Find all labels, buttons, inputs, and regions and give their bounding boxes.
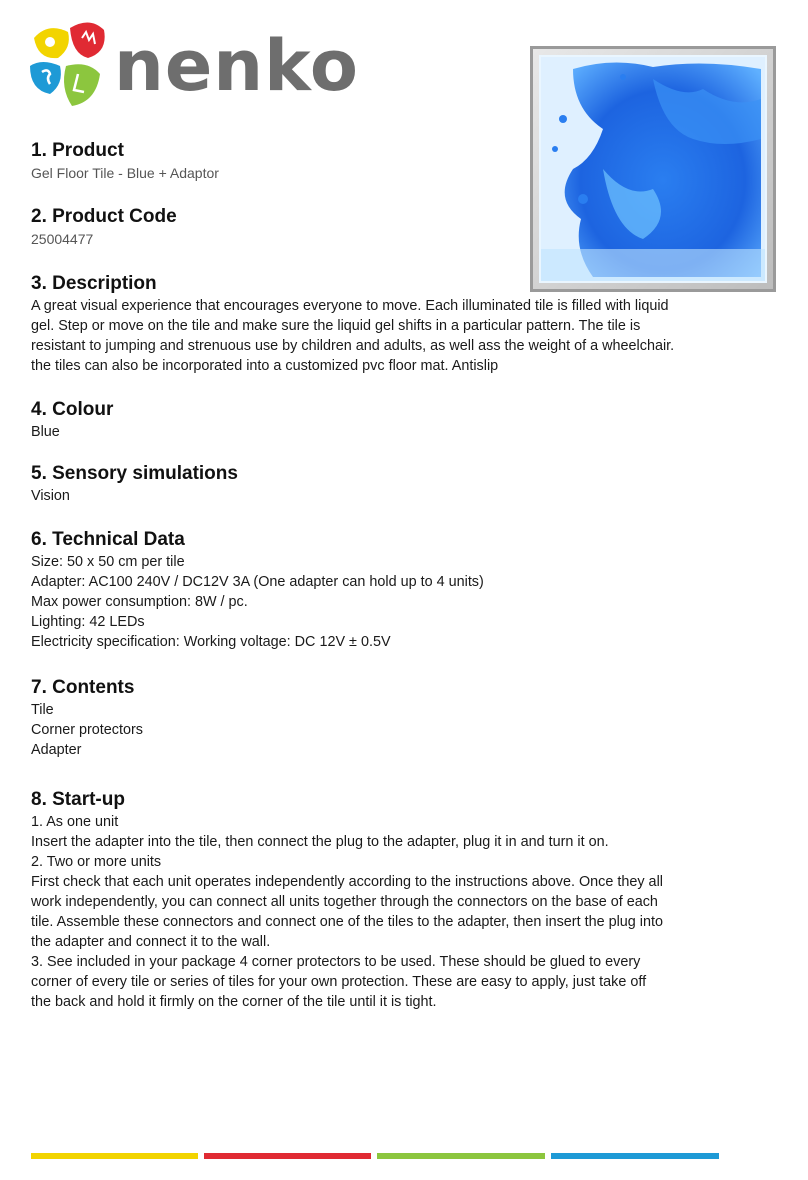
section-description [31, 272, 731, 376]
startup-line: 1. As one unit [31, 814, 119, 830]
startup-line: 3. See included in your package 4 corner protectors to be used. These should be glued to every [31, 954, 641, 970]
colour-value: Blue [31, 424, 60, 440]
footer-bar-green [377, 1153, 545, 1159]
description-line: resistant to jumping and strenuous use by children and adults, as well ass the weight of a wheelchair. [31, 338, 675, 354]
footer-bar-red [204, 1153, 371, 1159]
section-heading: 4. Colour [31, 399, 114, 420]
startup-line: 2. Two or more units [31, 854, 162, 870]
startup-line: the back and hold it firmly on the corner of the tile until it is tight. [31, 994, 437, 1010]
technical-line: Max power consumption: 8W / pc. [31, 594, 248, 610]
section-product [31, 139, 219, 183]
description-line: gel. Step or move on the tile and make sure the liquid gel shifts in a particular pattern. The tile is [31, 318, 641, 334]
section-heading: 3. Description [31, 273, 157, 294]
section-heading: 1. Product [31, 140, 124, 161]
section-heading: 7. Contents [31, 677, 135, 698]
nenko-logo-icon [28, 18, 118, 114]
contents-item: Tile [31, 702, 54, 718]
description-line: A great visual experience that encourages everyone to move. Each illuminated tile is filled with liquid [31, 298, 669, 314]
section-technical-data [31, 528, 484, 652]
product-name: Gel Floor Tile - Blue + Adaptor [31, 165, 219, 181]
section-contents [31, 676, 143, 760]
section-heading: 2. Product Code [31, 206, 177, 227]
contents-item: Corner protectors [31, 722, 143, 738]
nenko-logo [28, 18, 368, 114]
startup-line: corner of every tile or series of tiles for your own protection. These are easy to apply, just take off [31, 974, 647, 990]
technical-line: Adapter: AC100 240V / DC12V 3A (One adapter can hold up to 4 units) [31, 574, 484, 590]
section-product-code [31, 205, 177, 249]
startup-line: First check that each unit operates independently according to the instructions above. Once they all [31, 874, 663, 890]
technical-line: Size: 50 x 50 cm per tile [31, 554, 185, 570]
section-colour [31, 398, 113, 442]
startup-line: Insert the adapter into the tile, then connect the plug to the adapter, plug it in and turn it on. [31, 834, 609, 850]
section-sensory [31, 462, 238, 506]
section-start-up [31, 788, 741, 1012]
section-heading: 8. Start-up [31, 789, 125, 810]
description-line: the tiles can also be incorporated into a customized pvc floor mat. Antislip [31, 358, 499, 374]
product-code: 25004477 [31, 231, 94, 247]
section-heading: 5. Sensory simulations [31, 463, 238, 484]
technical-line: Lighting: 42 LEDs [31, 614, 145, 630]
product-photo [530, 46, 776, 292]
brand-wordmark: nenko [114, 25, 359, 107]
section-heading: 6. Technical Data [31, 529, 185, 550]
startup-line: the adapter and connect it to the wall. [31, 934, 271, 950]
startup-line: work independently, you can connect all units together through the connectors on the base of each [31, 894, 658, 910]
footer-bar-blue [551, 1153, 719, 1159]
startup-line: tile. Assemble these connectors and connect one of the tiles to the adapter, then insert the plug into [31, 914, 663, 930]
sensory-value: Vision [31, 488, 70, 504]
technical-line: Electricity specification: Working voltage: DC 12V ± 0.5V [31, 634, 391, 650]
contents-item: Adapter [31, 742, 82, 758]
footer-bar-yellow [31, 1153, 198, 1159]
